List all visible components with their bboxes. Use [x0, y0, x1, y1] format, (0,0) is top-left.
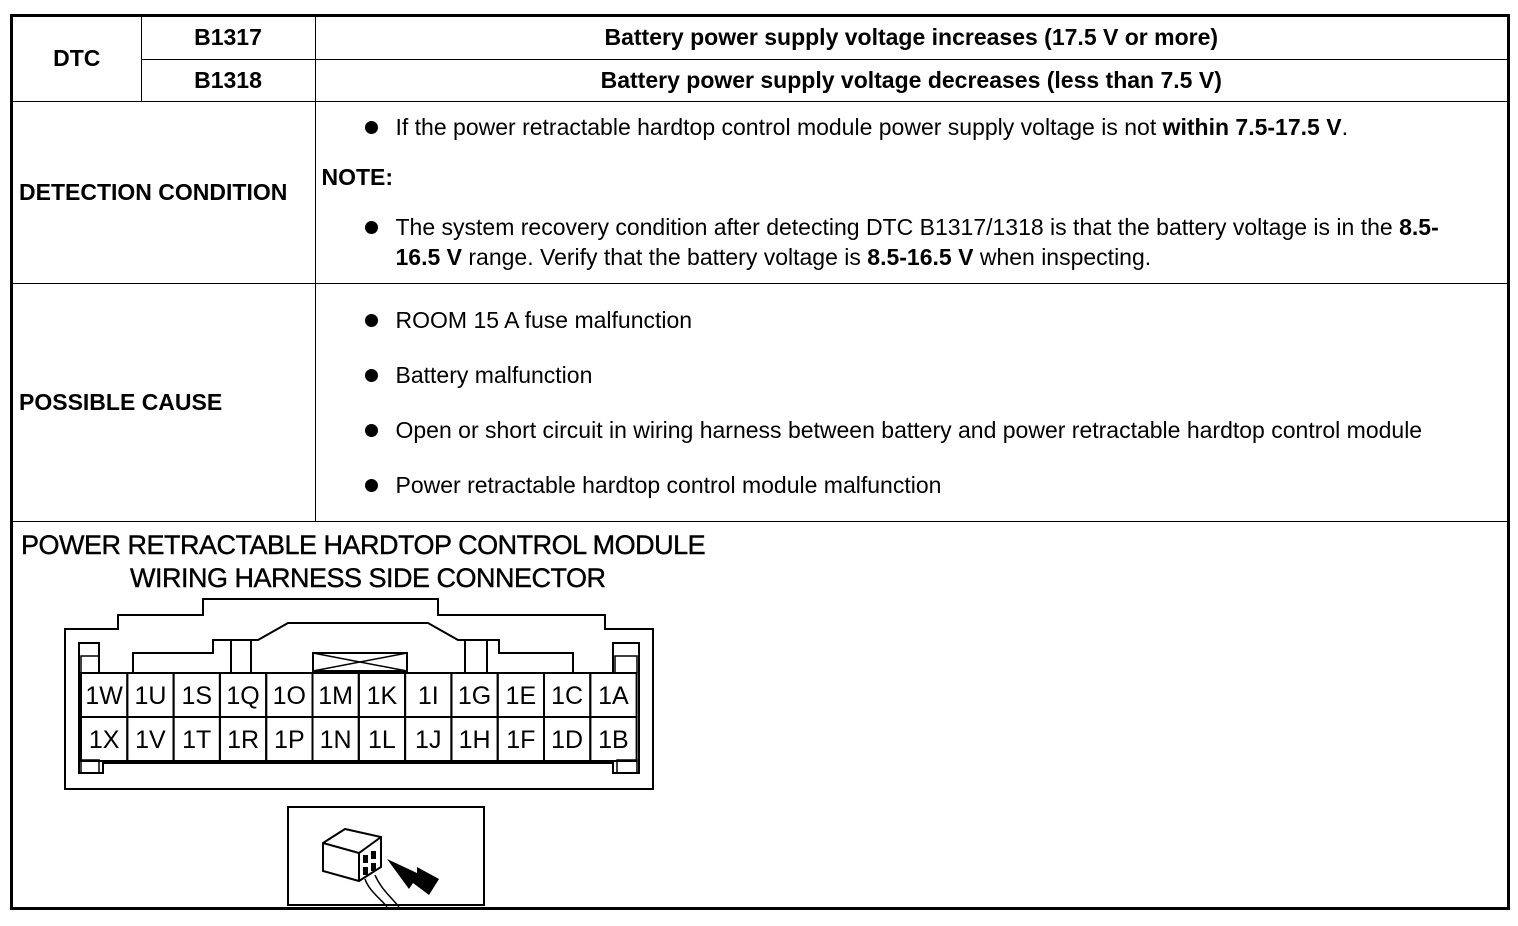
pin-grid [81, 673, 637, 761]
connector-pin-label: 1C [551, 682, 584, 710]
connector-pin-label: 1J [415, 726, 442, 754]
cause-item: Power retractable hardtop control module malfunction [322, 470, 1508, 500]
connector-pin-label: 1P [274, 726, 305, 754]
connector-svg [13, 523, 713, 907]
connector-pin-label: 1K [366, 682, 398, 710]
dtc-code: B1317 [141, 17, 315, 59]
dtc-row-2 [13, 59, 1507, 101]
detection-condition-row [13, 101, 1507, 283]
cause-item: ROOM 15 A fuse malfunction [322, 305, 1508, 335]
detection-bullet: If the power retractable hardtop control module power supply voltage is not within 7.5-17.5 V. [322, 112, 1508, 142]
cause-item: Open or short circuit in wiring harness between battery and power retractable hardtop control module [322, 415, 1508, 445]
note-bullet: The system recovery condition after detecting DTC B1317/1318 is that the battery voltage is in the 8.5-16.5 V range. Verify that the battery voltage is 8.5-16.5 V when inspecting. [322, 212, 1508, 272]
connector-pin-label: 1H [458, 726, 491, 754]
connector-pin-label: 1Q [226, 682, 260, 710]
connector-harness-side-view-icon [288, 807, 484, 907]
connector-pin-label: 1L [368, 726, 396, 754]
connector-pin-label: 1E [505, 682, 537, 710]
corner-key [81, 656, 99, 673]
connector-pin-label: 1R [227, 726, 260, 754]
possible-cause-content [315, 283, 1507, 521]
connector-pin-label: 1B [598, 726, 629, 754]
connector-pin-label: 1W [85, 682, 123, 710]
connector-pin-label: 1U [134, 682, 167, 710]
guide-post-right [465, 640, 487, 673]
connector-pin-label: 1F [506, 726, 536, 754]
dtc-label: DTC [13, 17, 141, 101]
connector-pin-label: 1O [272, 682, 307, 710]
dtc-table [13, 17, 1507, 522]
dtc-description: Battery power supply voltage increases (17.5 V or more) [315, 17, 1507, 59]
dtc-description: Battery power supply voltage decreases (less than 7.5 V) [315, 59, 1507, 101]
dtc-code: B1318 [141, 59, 315, 101]
connector-pin-label: 1T [182, 726, 212, 754]
connector-pin-label: 1I [417, 682, 439, 710]
connector-pin-label: 1S [181, 682, 213, 710]
detection-condition-content [315, 101, 1507, 283]
corner-key [615, 656, 637, 673]
diagram-title-line-2: WIRING HARNESS SIDE CONNECTOR [130, 563, 606, 593]
connector-diagram [13, 523, 1507, 907]
connector-pin-label: 1N [319, 726, 352, 754]
cause-item: Battery malfunction [322, 360, 1508, 390]
detection-condition-label: DETECTION CONDITION [13, 101, 315, 283]
connector-pin-label: 1M [318, 682, 354, 710]
dtc-sheet [10, 14, 1510, 910]
guide-post-left [231, 640, 251, 673]
connector-pin-label: 1X [88, 726, 120, 754]
connector-pin-label: 1V [135, 726, 166, 754]
dtc-row-1 [13, 17, 1507, 59]
connector-pin-label: 1A [598, 682, 629, 710]
connector-pin-label: 1D [551, 726, 584, 754]
diagram-title-line-1: POWER RETRACTABLE HARDTOP CONTROL MODULE [21, 530, 706, 560]
connector-pin-label: 1G [457, 682, 492, 710]
note-label: NOTE: [321, 164, 394, 190]
possible-cause-label: POSSIBLE CAUSE [13, 283, 315, 521]
possible-cause-row [13, 283, 1507, 521]
